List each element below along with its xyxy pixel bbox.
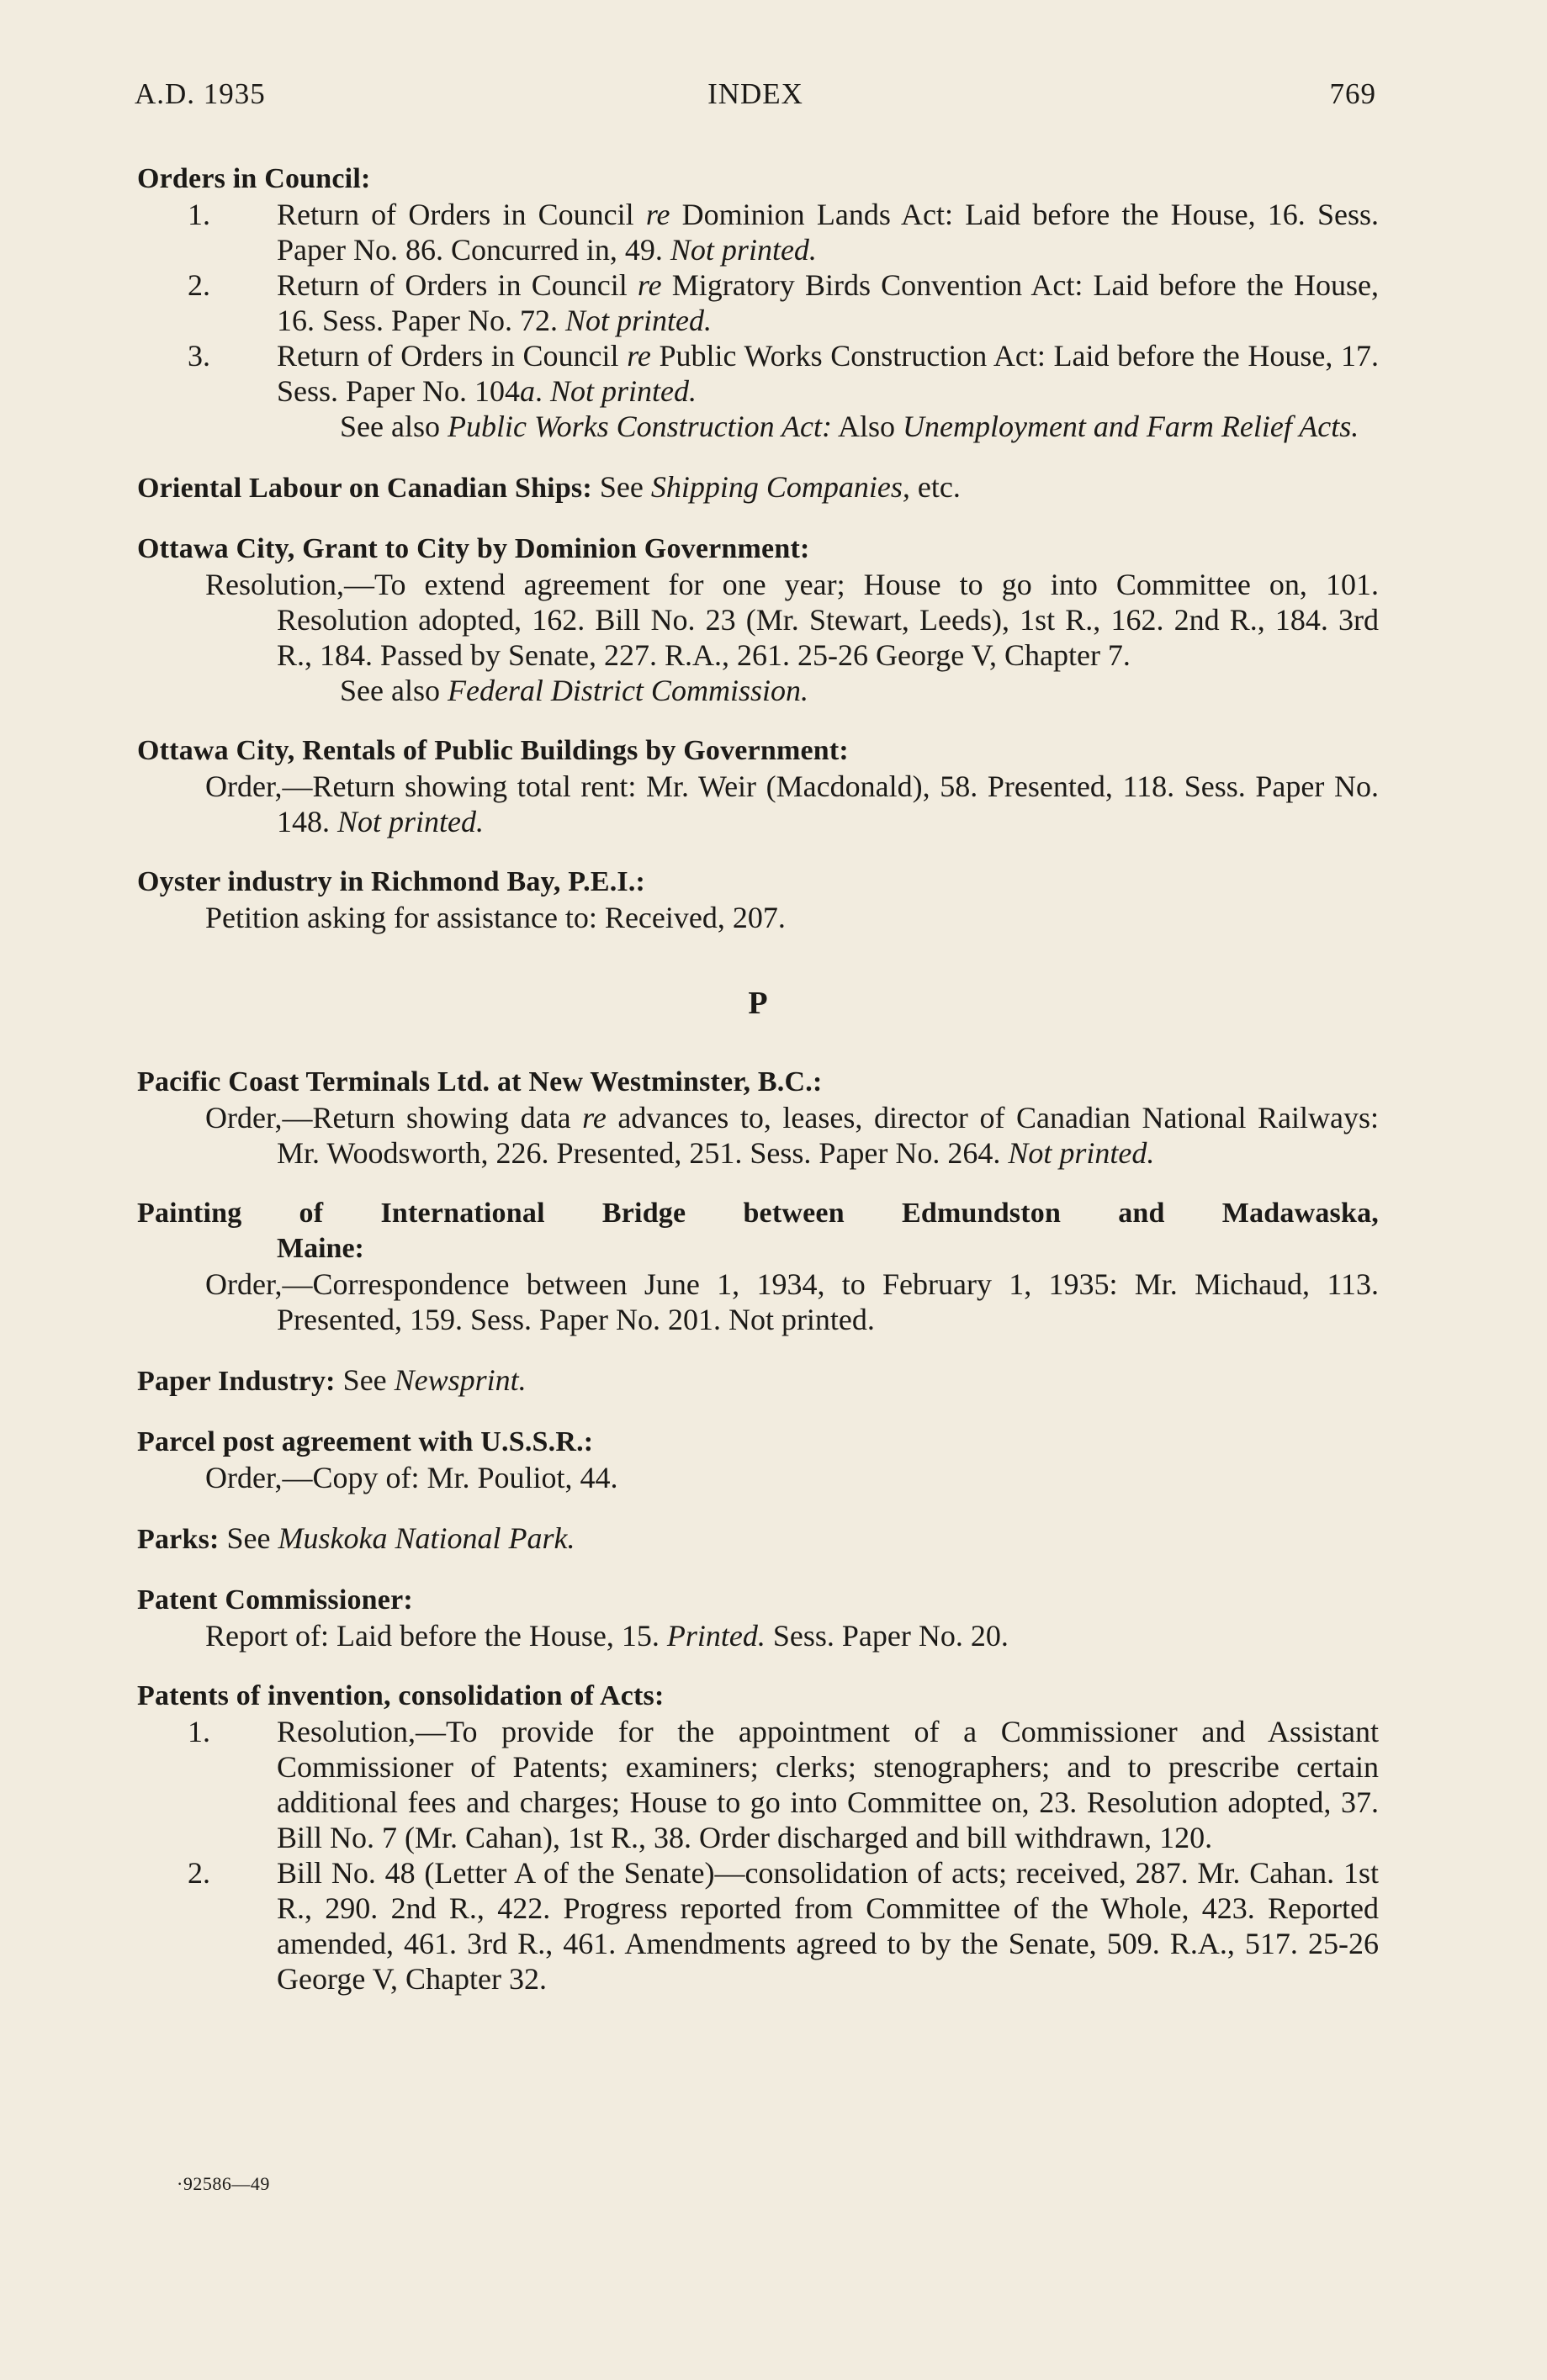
entry-item-1: 1. Resolution,—To provide for the appointment of a Commissioner and Assistant Commissioner of Patents; examiners; clerks; stenographers; and to prescribe certain additional fees and charges; House to go into Committee on, 23. Resolution adopted, 37. Bill No. 7 (Mr. Cahan), 1st R., 38. Order discharged and bill withdrawn, 120. — [188, 1715, 1379, 1854]
index-content — [137, 161, 1379, 2022]
entry-body: Petition asking for assistance to: Received, 207. — [205, 901, 786, 934]
entry-heading: Painting of International Bridge between Edmundston and Madawaska, — [137, 1198, 1379, 1229]
not-printed-label: Not printed. — [1008, 1136, 1155, 1170]
entry-heading: Oriental Labour on Canadian Ships: — [137, 473, 592, 504]
see-prefix: See — [219, 1521, 278, 1555]
entry-patents-invention — [137, 1679, 1379, 1997]
see-also — [137, 673, 1379, 708]
entry-parks — [137, 1521, 1379, 1558]
entry-heading: Parks: — [137, 1524, 220, 1555]
see-prefix: See — [591, 470, 651, 504]
cross-reference: Shipping Companies, — [650, 470, 910, 504]
see-prefix: See — [335, 1363, 395, 1397]
see-suffix: etc. — [909, 470, 961, 504]
item-re: re — [645, 198, 670, 231]
item-re: re — [582, 1101, 607, 1134]
entry-body-text: Sess. Paper No. 20. — [765, 1619, 1009, 1653]
header-year: A.D. 1935 — [135, 77, 266, 110]
entry-heading: Orders in Council: — [137, 163, 371, 194]
entry-oyster-industry — [137, 865, 1379, 935]
entry-patent-commissioner — [137, 1583, 1379, 1653]
see-also-joiner: Also — [831, 410, 903, 443]
entry-parcel-post — [137, 1425, 1379, 1495]
entry-item-2: 2. Return of Orders in Council re Migratory Birds Convention Act: Laid before the House, 16. Sess. Paper No. 72. Not printed. — [188, 268, 1379, 337]
entry-body: Order,—Correspondence between June 1, 1934, to February 1, 1935: Mr. Michaud, 113. Presented, 159. Sess. Paper No. 201. Not printed. — [205, 1267, 1379, 1336]
cross-reference: Muskoka National Park. — [278, 1521, 575, 1555]
page-header — [135, 77, 1376, 119]
item-text: Return of Orders in Council — [277, 339, 628, 373]
entry-body: Resolution,—To extend agreement for one year; House to go into Committee on, 101. Resolution adopted, 162. Bill No. 23 (Mr. Stewart, Leeds), 1st R., 162. 2nd R., 184. 3rd R., 184. Passed by Senate, 227. R.A., 261. 25-26 George V, Chapter 7. — [205, 568, 1379, 672]
see-also — [137, 409, 1379, 444]
entry-heading: Patent Commissioner: — [137, 1584, 413, 1616]
entry-body — [137, 1100, 1379, 1171]
entry-heading: Pacific Coast Terminals Ltd. at New Westminster, B.C.: — [137, 1066, 823, 1097]
see-also-prefix: See also — [340, 674, 448, 707]
entry-orders-in-council — [137, 161, 1379, 444]
entry-paper-industry — [137, 1362, 1379, 1399]
entry-heading: Paper Industry: — [137, 1366, 336, 1397]
item-text: Migratory Birds Convention Act: Laid before the House, 16. Sess. Paper No. 72. — [277, 268, 1379, 337]
item-text: Bill No. 48 (Letter A of the Senate)—consolidation of acts; received, 287. Mr. Cahan. 1st R., 290. 2nd R., 422. Progress reported from Committee of the Whole, 423. Reported amended, 461. 3rd R., 461. Amendments agreed to by the Senate, 509. R.A., 517. 25-26 George V, Chapter 32. — [277, 1856, 1379, 1996]
entry-item-1: 1. Return of Orders in Council re Dominion Lands Act: Laid before the House, 16. Sess. Paper No. 86. Concurred in, 49. Not printed. — [188, 198, 1379, 267]
not-printed-label: Not printed. — [549, 374, 697, 408]
item-text: Return of Orders in Council — [277, 198, 646, 231]
entry-body-text: Order,—Return showing total rent: Mr. Weir (Macdonald), 58. Presented, 118. Sess. Paper No. 148. — [205, 770, 1379, 838]
not-printed-label: Not printed. — [337, 805, 485, 838]
print-code: ·92586—49 — [177, 2173, 270, 2194]
item-text: Public Works Construction Act: Laid before the House, 17. Sess. Paper No. 104 — [277, 339, 1379, 408]
header-title: INDEX — [707, 77, 803, 110]
entry-painting-bridge — [137, 1196, 1379, 1337]
cross-reference: Newsprint. — [394, 1363, 527, 1397]
cross-reference: Unemployment and Farm Relief Acts. — [902, 410, 1359, 443]
entry-heading: Ottawa City, Grant to City by Dominion Government: — [137, 533, 810, 564]
entry-heading-continued: Maine: — [277, 1233, 364, 1264]
cross-reference: Public Works Construction Act: — [447, 410, 832, 443]
item-re: re — [637, 268, 662, 302]
entry-oriental-labour — [137, 469, 1379, 506]
not-printed-label: Not printed. — [670, 233, 817, 267]
item-re: re — [627, 339, 651, 373]
item-text: Resolution,—To provide for the appointment of a Commissioner and Assistant Commissioner of Patents; examiners; clerks; stenographers; and to prescribe certain additional fees and charges; House to go into Committee on, 23. Resolution adopted, 37. Bill No. 7 (Mr. Cahan), 1st R., 38. Order discharged and bill withdrawn, 120. — [277, 1715, 1379, 1854]
entry-body — [137, 1618, 1379, 1653]
entry-ottawa-grant — [137, 532, 1379, 708]
entry-heading: Parcel post agreement with U.S.S.R.: — [137, 1426, 594, 1457]
item-text: Return of Orders in Council — [277, 268, 638, 302]
entry-body — [137, 769, 1379, 839]
entry-body-text: Order,—Return showing data — [205, 1101, 583, 1134]
entry-pacific-coast — [137, 1065, 1379, 1171]
cross-reference: Federal District Commission. — [447, 674, 808, 707]
item-text: Dominion Lands Act: Laid before the House, 16. Sess. Paper No. 86. Concurred in, 49. — [277, 198, 1379, 267]
printed-label: Printed. — [666, 1619, 766, 1653]
page-number: 769 — [1329, 77, 1376, 110]
item-text: . — [534, 374, 550, 408]
entry-body-text: advances to, leases, director of Canadian National Railways: Mr. Woodsworth, 226. Presented, 251. Sess. Paper No. 264. — [277, 1101, 1380, 1170]
entry-heading: Patents of invention, consolidation of Acts: — [137, 1680, 665, 1711]
entry-heading: Oyster industry in Richmond Bay, P.E.I.: — [137, 866, 646, 897]
not-printed-label: Not printed. — [564, 304, 712, 337]
entry-heading: Ottawa City, Rentals of Public Buildings by Government: — [137, 735, 849, 766]
see-also-prefix: See also — [340, 410, 448, 443]
entry-body: Order,—Copy of: Mr. Pouliot, 44. — [205, 1461, 618, 1494]
entry-item-2: 2. Bill No. 48 (Letter A of the Senate)—consolidation of acts; received, 287. Mr. Cahan. 1st R., 290. 2nd R., 422. Progress reported from Committee of the Whole, 423. Reported amended, 461. 3rd R., 461. Amendments agreed to by the Senate, 509. R.A., 517. 25-26 George V, Chapter 32. — [188, 1856, 1379, 1996]
item-suffix: a — [519, 374, 535, 408]
entry-body-text: Report of: Laid before the House, 15. — [205, 1619, 667, 1653]
entry-item-3: 3. Return of Orders in Council re Public Works Construction Act: Laid before the House, 17. Sess. Paper No. 104a. Not printed. — [188, 339, 1379, 408]
section-letter: P — [748, 986, 768, 1021]
entry-ottawa-rentals — [137, 733, 1379, 839]
